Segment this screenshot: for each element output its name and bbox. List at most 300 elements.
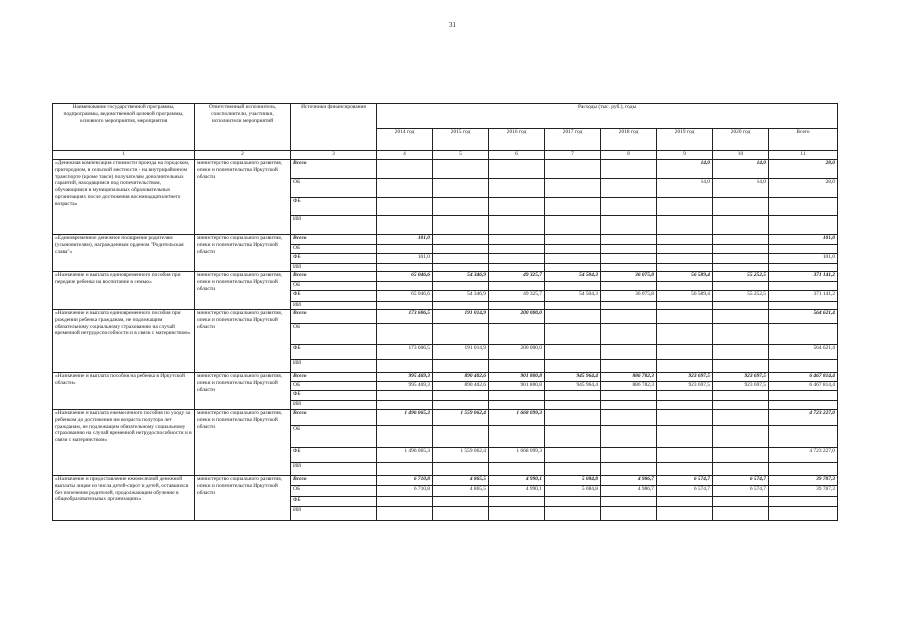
value-cell bbox=[545, 497, 601, 507]
measure-executor: министерство социального развития, опеки и попечительства Иркутской области bbox=[195, 235, 291, 272]
value-cell bbox=[713, 401, 769, 410]
funding-source: Всего bbox=[291, 310, 377, 324]
value-cell bbox=[601, 302, 657, 310]
value-cell bbox=[489, 235, 545, 245]
value-cell bbox=[713, 254, 769, 264]
value-cell: 4 990,1 bbox=[489, 476, 545, 486]
value-cell: 890 402,6 bbox=[433, 373, 489, 382]
header-year: 2020 год bbox=[713, 129, 769, 151]
value-cell bbox=[545, 463, 601, 476]
value-cell bbox=[657, 507, 713, 521]
value-cell bbox=[433, 198, 489, 216]
measure-executor: министерство социального развития, опеки и попечительства Иркутской области bbox=[195, 160, 291, 235]
value-cell: 6 574,7 bbox=[713, 486, 769, 497]
value-cell: 6 710,8 bbox=[377, 486, 433, 497]
value-cell bbox=[657, 463, 713, 476]
header-year: 2016 год bbox=[489, 129, 545, 151]
value-cell bbox=[489, 507, 545, 521]
value-cell: 54 346,9 bbox=[433, 272, 489, 282]
value-cell bbox=[657, 310, 713, 324]
funding-source: ОБ bbox=[291, 179, 377, 198]
value-cell bbox=[713, 302, 769, 310]
value-cell bbox=[657, 254, 713, 264]
value-cell bbox=[489, 401, 545, 410]
value-cell bbox=[713, 360, 769, 373]
value-cell bbox=[489, 282, 545, 291]
value-cell: 49 325,7 bbox=[489, 291, 545, 302]
value-cell bbox=[657, 391, 713, 401]
value-cell bbox=[433, 360, 489, 373]
value-total-cell: 6 467 814,4 bbox=[769, 373, 838, 382]
measure-name: «Назначение и выплата единовременного пособия при рождении ребенка гражданам, не подлежащим обязательному социальному страхованию на случай временной нетрудоспособности и в связи с материнством» bbox=[53, 310, 195, 373]
value-cell bbox=[377, 302, 433, 310]
value-cell bbox=[713, 497, 769, 507]
value-cell bbox=[545, 264, 601, 272]
column-number: 10 bbox=[713, 151, 769, 160]
budget-table bbox=[52, 103, 838, 521]
column-number: 7 bbox=[545, 151, 601, 160]
value-total-cell bbox=[769, 426, 838, 448]
value-cell bbox=[601, 254, 657, 264]
value-cell bbox=[601, 245, 657, 254]
table-row bbox=[53, 373, 838, 382]
value-cell bbox=[433, 235, 489, 245]
value-total-cell: 101,0 bbox=[769, 235, 838, 245]
value-total-cell bbox=[769, 507, 838, 521]
table-row bbox=[53, 160, 838, 179]
value-cell bbox=[713, 463, 769, 476]
value-total-cell: 28,0 bbox=[769, 160, 838, 179]
value-cell: 1 559 062,4 bbox=[433, 410, 489, 426]
funding-source: ИИ bbox=[291, 216, 377, 235]
funding-source: Всего bbox=[291, 410, 377, 426]
value-cell: 55 252,5 bbox=[713, 272, 769, 282]
value-cell bbox=[545, 360, 601, 373]
measure-executor: министерство социального развития, опеки и попечительства Иркутской области bbox=[195, 272, 291, 310]
funding-source: ИИ bbox=[291, 360, 377, 373]
value-cell bbox=[433, 179, 489, 198]
value-cell bbox=[601, 235, 657, 245]
value-cell bbox=[713, 324, 769, 345]
value-cell bbox=[377, 245, 433, 254]
value-total-cell: 4 723 227,0 bbox=[769, 448, 838, 463]
value-cell bbox=[601, 216, 657, 235]
value-cell bbox=[545, 282, 601, 291]
funding-source: ФБ bbox=[291, 391, 377, 401]
page-number: 31 bbox=[449, 21, 456, 29]
value-cell bbox=[377, 507, 433, 521]
value-cell: 101,0 bbox=[377, 235, 433, 245]
value-cell bbox=[489, 179, 545, 198]
value-cell bbox=[433, 245, 489, 254]
value-cell bbox=[377, 264, 433, 272]
column-number: 8 bbox=[601, 151, 657, 160]
value-cell bbox=[601, 264, 657, 272]
value-total-cell bbox=[769, 391, 838, 401]
value-total-cell: 6 467 814,4 bbox=[769, 382, 838, 391]
value-cell: 54 504,3 bbox=[545, 272, 601, 282]
value-cell: 200 000,0 bbox=[489, 310, 545, 324]
value-cell bbox=[545, 391, 601, 401]
value-cell bbox=[377, 401, 433, 410]
value-total-cell bbox=[769, 264, 838, 272]
value-cell bbox=[601, 507, 657, 521]
value-cell bbox=[545, 410, 601, 426]
value-cell: 14,0 bbox=[657, 160, 713, 179]
value-total-cell: 101,0 bbox=[769, 254, 838, 264]
value-cell: 191 014,9 bbox=[433, 345, 489, 360]
measure-executor: министерство социального развития, опеки и попечительства Иркутской области bbox=[195, 476, 291, 521]
header-executor: Ответственный исполнитель, соисполнители, участники, исполнители мероприятий bbox=[195, 104, 291, 151]
value-cell: 923 697,5 bbox=[657, 373, 713, 382]
value-cell bbox=[601, 426, 657, 448]
value-cell bbox=[545, 160, 601, 179]
measure-executor: министерство социального развития, опеки и попечительства Иркутской области bbox=[195, 373, 291, 410]
funding-source: ИИ bbox=[291, 264, 377, 272]
column-number: 2 bbox=[195, 151, 291, 160]
value-cell bbox=[489, 497, 545, 507]
value-cell bbox=[545, 507, 601, 521]
value-cell bbox=[489, 302, 545, 310]
value-total-cell bbox=[769, 497, 838, 507]
value-cell bbox=[433, 497, 489, 507]
value-cell bbox=[489, 198, 545, 216]
value-total-cell bbox=[769, 463, 838, 476]
value-cell: 901 800,8 bbox=[489, 382, 545, 391]
value-cell bbox=[713, 426, 769, 448]
value-total-cell: 371 141,2 bbox=[769, 291, 838, 302]
funding-source: ФБ bbox=[291, 291, 377, 302]
value-cell bbox=[545, 254, 601, 264]
value-cell: 923 697,5 bbox=[713, 382, 769, 391]
value-cell bbox=[377, 216, 433, 235]
column-number: 4 bbox=[377, 151, 433, 160]
value-cell bbox=[377, 391, 433, 401]
value-total-cell: 4 723 227,0 bbox=[769, 410, 838, 426]
value-cell: 995 469,3 bbox=[377, 373, 433, 382]
value-cell bbox=[489, 391, 545, 401]
value-total-cell bbox=[769, 302, 838, 310]
value-cell bbox=[545, 448, 601, 463]
value-cell: 36 075,8 bbox=[601, 291, 657, 302]
value-cell bbox=[489, 426, 545, 448]
header-total: Всего bbox=[769, 129, 838, 151]
value-cell bbox=[433, 401, 489, 410]
funding-source: Всего bbox=[291, 373, 377, 382]
value-cell: 14,0 bbox=[713, 179, 769, 198]
table-body bbox=[53, 160, 838, 521]
value-total-cell: 371 141,2 bbox=[769, 272, 838, 282]
value-total-cell: 39 787,3 bbox=[769, 476, 838, 486]
value-cell bbox=[657, 410, 713, 426]
value-cell bbox=[657, 497, 713, 507]
funding-source: Всего bbox=[291, 160, 377, 179]
value-cell bbox=[657, 302, 713, 310]
value-cell bbox=[657, 426, 713, 448]
value-cell bbox=[601, 448, 657, 463]
value-cell: 923 697,5 bbox=[713, 373, 769, 382]
header-year: 2018 год bbox=[601, 129, 657, 151]
value-cell: 923 697,5 bbox=[657, 382, 713, 391]
value-total-cell: 39 787,3 bbox=[769, 486, 838, 497]
value-cell bbox=[545, 235, 601, 245]
value-cell: 4 986,7 bbox=[601, 486, 657, 497]
value-cell bbox=[657, 345, 713, 360]
column-number: 5 bbox=[433, 151, 489, 160]
value-cell bbox=[601, 198, 657, 216]
table-row bbox=[53, 235, 838, 245]
value-total-cell: 564 621,4 bbox=[769, 310, 838, 324]
value-cell: 4 986,7 bbox=[601, 476, 657, 486]
column-number: 1 bbox=[53, 151, 195, 160]
header-name: Наименование государственной программы, подпрограммы, ведомственной целевой программы, основного мероприятия, мероприятия bbox=[53, 104, 195, 151]
value-cell bbox=[433, 216, 489, 235]
header-year: 2019 год bbox=[657, 129, 713, 151]
value-cell bbox=[377, 282, 433, 291]
value-cell bbox=[713, 264, 769, 272]
value-cell bbox=[545, 245, 601, 254]
measure-name: «Назначение и выплата пособия на ребенка в Иркутской области» bbox=[53, 373, 195, 410]
header-year: 2014 год bbox=[377, 129, 433, 151]
value-cell: 6 574,7 bbox=[713, 476, 769, 486]
value-cell bbox=[433, 282, 489, 291]
value-cell bbox=[489, 463, 545, 476]
funding-source: ОБ bbox=[291, 282, 377, 291]
value-cell bbox=[489, 360, 545, 373]
value-cell bbox=[601, 282, 657, 291]
header-expenses: Расходы (тыс. руб.), годы bbox=[377, 104, 838, 129]
value-cell bbox=[545, 310, 601, 324]
value-cell bbox=[657, 360, 713, 373]
value-cell bbox=[489, 254, 545, 264]
value-cell: 1 668 099,3 bbox=[489, 448, 545, 463]
measure-name: «Денежная компенсация стоимости проезда на городском, пригородном, в сельской местности - на внутрирайонном транспорте (кроме такси) получателям дополнительных гарантий, находящимся под попечительством, обучающимся в муниципальных образовательных организациях после достижения восемнадцатилетнего возраста» bbox=[53, 160, 195, 235]
value-cell bbox=[377, 463, 433, 476]
header-year: 2017 год bbox=[545, 129, 601, 151]
value-cell bbox=[713, 507, 769, 521]
value-cell: 173 606,5 bbox=[377, 310, 433, 324]
value-cell: 56 589,4 bbox=[657, 272, 713, 282]
value-cell: 945 964,4 bbox=[545, 373, 601, 382]
value-cell bbox=[713, 410, 769, 426]
funding-source: Всего bbox=[291, 235, 377, 245]
value-cell bbox=[433, 507, 489, 521]
value-total-cell bbox=[769, 282, 838, 291]
value-cell: 6 574,7 bbox=[657, 476, 713, 486]
value-cell bbox=[713, 245, 769, 254]
value-cell: 14,0 bbox=[657, 179, 713, 198]
value-cell bbox=[377, 360, 433, 373]
column-number: 6 bbox=[489, 151, 545, 160]
measure-executor: министерство социального развития, опеки и попечительства Иркутской области bbox=[195, 310, 291, 373]
funding-source: ОБ bbox=[291, 382, 377, 391]
value-cell bbox=[433, 254, 489, 264]
value-cell: 36 075,8 bbox=[601, 272, 657, 282]
funding-source: Всего bbox=[291, 272, 377, 282]
value-total-cell: 564 621,4 bbox=[769, 345, 838, 360]
value-cell bbox=[377, 324, 433, 345]
value-cell bbox=[489, 264, 545, 272]
value-cell: 1 668 099,3 bbox=[489, 410, 545, 426]
value-cell bbox=[657, 264, 713, 272]
value-cell bbox=[657, 324, 713, 345]
measure-name: «Единовременное денежное поощрение родителям (усыновителям), награжденным орденом "Родительская слава"» bbox=[53, 235, 195, 272]
value-total-cell bbox=[769, 245, 838, 254]
value-cell bbox=[601, 360, 657, 373]
value-cell: 200 000,0 bbox=[489, 345, 545, 360]
value-total-cell bbox=[769, 401, 838, 410]
funding-source: ИИ bbox=[291, 463, 377, 476]
funding-source: ФБ bbox=[291, 254, 377, 264]
value-cell: 5 084,8 bbox=[545, 486, 601, 497]
value-cell: 995 469,3 bbox=[377, 382, 433, 391]
value-cell bbox=[713, 391, 769, 401]
funding-source: ФБ bbox=[291, 345, 377, 360]
column-number: 11 bbox=[769, 151, 838, 160]
value-cell bbox=[433, 391, 489, 401]
value-cell bbox=[601, 160, 657, 179]
value-cell: 945 964,4 bbox=[545, 382, 601, 391]
value-cell: 1 559 062,4 bbox=[433, 448, 489, 463]
value-cell bbox=[601, 391, 657, 401]
value-cell: 65 046,6 bbox=[377, 291, 433, 302]
value-cell: 4 865,5 bbox=[433, 476, 489, 486]
funding-source: ОБ bbox=[291, 486, 377, 497]
value-cell: 54 346,9 bbox=[433, 291, 489, 302]
value-cell bbox=[657, 216, 713, 235]
value-cell: 191 014,9 bbox=[433, 310, 489, 324]
value-cell bbox=[489, 245, 545, 254]
value-cell bbox=[601, 345, 657, 360]
header-row bbox=[53, 104, 838, 129]
funding-source: ИИ bbox=[291, 507, 377, 521]
column-number: 3 bbox=[291, 151, 377, 160]
header-year: 2015 год bbox=[433, 129, 489, 151]
value-cell bbox=[545, 179, 601, 198]
funding-source: ФБ bbox=[291, 497, 377, 507]
column-number-row bbox=[53, 151, 838, 160]
value-cell: 886 782,3 bbox=[601, 382, 657, 391]
value-cell: 901 800,8 bbox=[489, 373, 545, 382]
value-cell bbox=[657, 198, 713, 216]
value-cell: 56 589,4 bbox=[657, 291, 713, 302]
value-cell bbox=[713, 282, 769, 291]
table-row bbox=[53, 272, 838, 282]
measure-name: «Назначение и выплата единовременного пособия при передаче ребенка на воспитание в семью» bbox=[53, 272, 195, 310]
value-cell bbox=[433, 463, 489, 476]
funding-source: ОБ bbox=[291, 426, 377, 448]
value-cell bbox=[545, 324, 601, 345]
funding-source: ИИ bbox=[291, 401, 377, 410]
value-cell bbox=[657, 401, 713, 410]
value-cell bbox=[377, 497, 433, 507]
value-cell: 14,0 bbox=[713, 160, 769, 179]
value-total-cell bbox=[769, 360, 838, 373]
measure-name: «Назначение и выплата ежемесячного пособия по уходу за ребенком до достижения им возраста полутора лет гражданам, не подлежащим обязательному социальному страхованию на случай временной нетрудоспособности и в связи с материнством» bbox=[53, 410, 195, 476]
funding-source: ФБ bbox=[291, 448, 377, 463]
value-cell: 6 574,7 bbox=[657, 486, 713, 497]
value-cell bbox=[657, 235, 713, 245]
value-cell bbox=[489, 324, 545, 345]
value-cell: 4 990,1 bbox=[489, 486, 545, 497]
value-cell bbox=[433, 426, 489, 448]
value-cell bbox=[657, 448, 713, 463]
value-cell bbox=[489, 160, 545, 179]
value-cell: 1 496 065,3 bbox=[377, 410, 433, 426]
value-total-cell bbox=[769, 216, 838, 235]
value-cell bbox=[713, 216, 769, 235]
table-row bbox=[53, 310, 838, 324]
value-cell bbox=[433, 264, 489, 272]
value-cell: 4 865,5 bbox=[433, 486, 489, 497]
value-cell: 1 496 065,3 bbox=[377, 448, 433, 463]
value-cell bbox=[433, 160, 489, 179]
value-cell bbox=[377, 198, 433, 216]
measure-executor: министерство социального развития, опеки и попечительства Иркутской области bbox=[195, 410, 291, 476]
value-cell: 54 504,3 bbox=[545, 291, 601, 302]
value-cell bbox=[545, 302, 601, 310]
value-cell bbox=[657, 245, 713, 254]
value-cell bbox=[601, 401, 657, 410]
value-cell bbox=[545, 401, 601, 410]
value-cell bbox=[433, 302, 489, 310]
value-cell: 6 710,8 bbox=[377, 476, 433, 486]
value-cell bbox=[601, 310, 657, 324]
value-cell bbox=[601, 324, 657, 345]
value-total-cell bbox=[769, 198, 838, 216]
funding-source: ОБ bbox=[291, 324, 377, 345]
table-row bbox=[53, 410, 838, 426]
funding-source: ФБ bbox=[291, 198, 377, 216]
value-cell bbox=[377, 160, 433, 179]
value-cell bbox=[713, 310, 769, 324]
value-cell bbox=[433, 324, 489, 345]
value-cell bbox=[601, 497, 657, 507]
value-cell bbox=[545, 216, 601, 235]
value-cell bbox=[601, 463, 657, 476]
value-cell bbox=[601, 410, 657, 426]
value-cell: 55 252,5 bbox=[713, 291, 769, 302]
value-cell: 886 782,3 bbox=[601, 373, 657, 382]
value-cell bbox=[657, 282, 713, 291]
value-cell bbox=[713, 235, 769, 245]
value-cell bbox=[545, 198, 601, 216]
value-cell: 890 402,6 bbox=[433, 382, 489, 391]
value-cell bbox=[377, 179, 433, 198]
value-cell bbox=[545, 345, 601, 360]
column-number: 9 bbox=[657, 151, 713, 160]
value-total-cell: 28,0 bbox=[769, 179, 838, 198]
value-cell bbox=[601, 179, 657, 198]
value-cell bbox=[377, 426, 433, 448]
value-cell bbox=[545, 426, 601, 448]
table-row bbox=[53, 476, 838, 486]
value-cell: 5 084,8 bbox=[545, 476, 601, 486]
value-cell: 65 046,6 bbox=[377, 272, 433, 282]
funding-source: Всего bbox=[291, 476, 377, 486]
value-cell bbox=[713, 448, 769, 463]
measure-name: «Назначение и предоставление ежемесячной денежной выплаты лицам из числа детей-сирот и детей, оставшихся без попечения родителей, продолжающим обучение в общеобразовательных организациях» bbox=[53, 476, 195, 521]
value-cell bbox=[489, 216, 545, 235]
value-cell bbox=[713, 345, 769, 360]
value-cell bbox=[713, 198, 769, 216]
value-cell: 173 606,5 bbox=[377, 345, 433, 360]
value-cell: 49 325,7 bbox=[489, 272, 545, 282]
funding-source: ОБ bbox=[291, 245, 377, 254]
value-cell: 101,0 bbox=[377, 254, 433, 264]
header-source: Источники финансирования bbox=[291, 104, 377, 151]
funding-source: ИИ bbox=[291, 302, 377, 310]
